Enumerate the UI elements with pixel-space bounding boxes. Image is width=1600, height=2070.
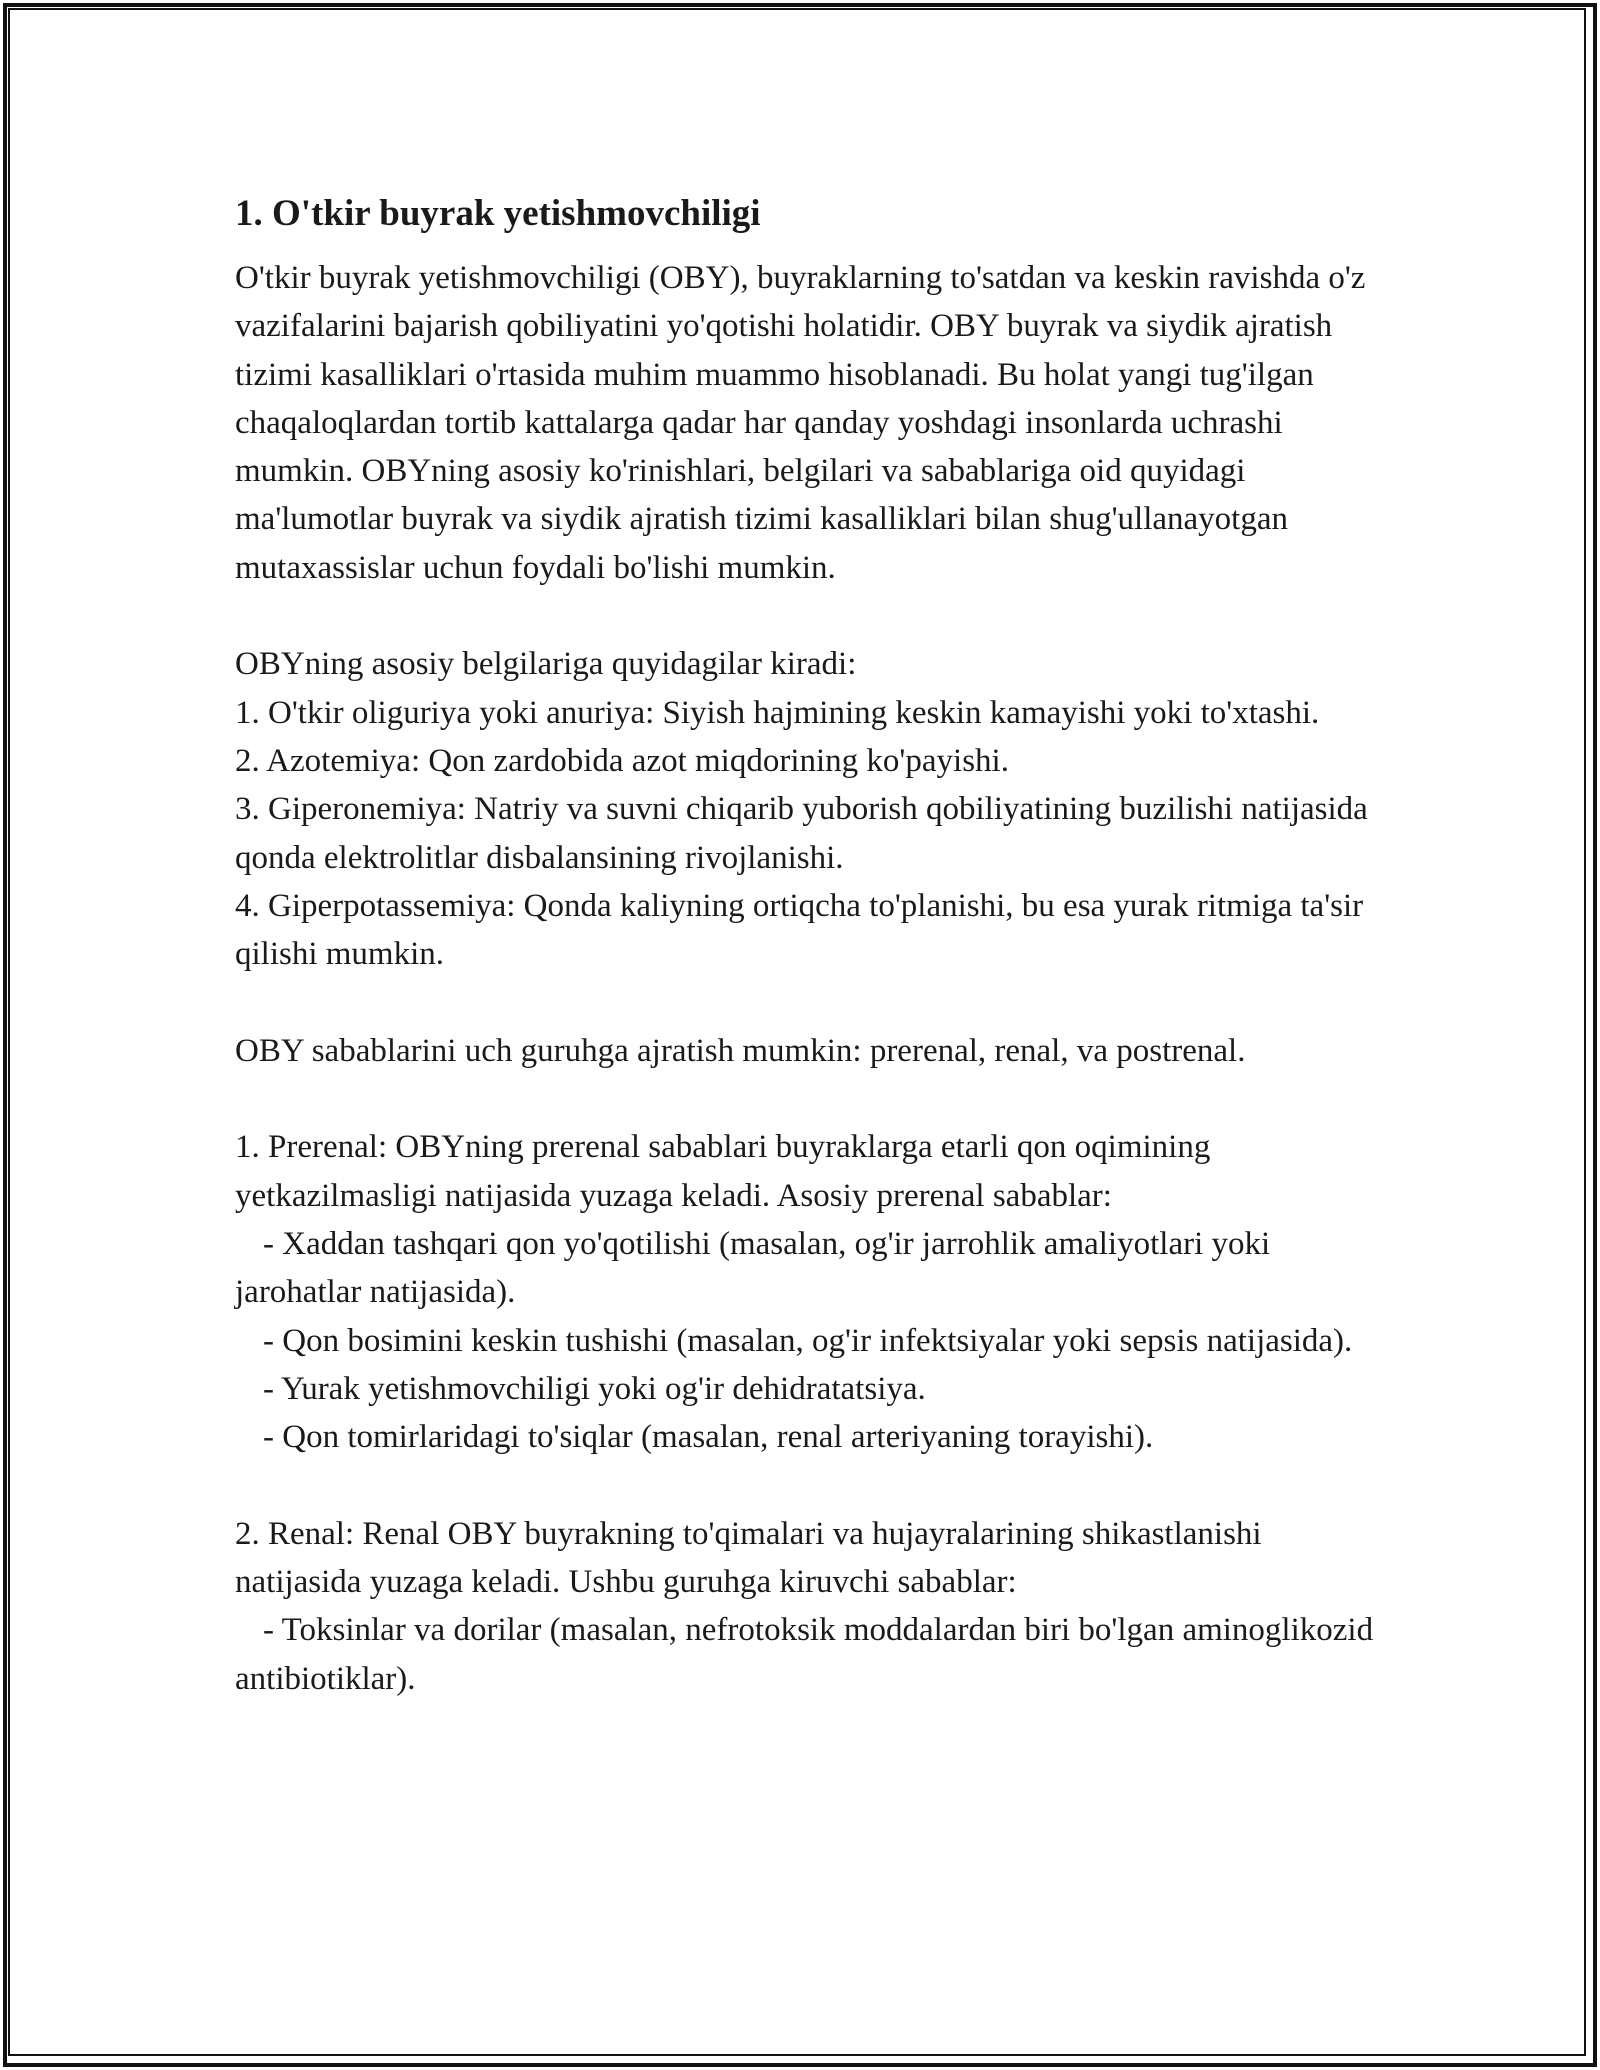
document-title: 1. O'tkir buyrak yetishmovchiligi xyxy=(235,193,761,234)
document-body xyxy=(235,254,1385,1703)
paragraph-spacer xyxy=(235,1461,1385,1509)
renal-heading: 2. Renal: Renal OBY buyrakning to'qimalari va hujayralarining shikastlanishi natijasida yuzaga keladi. Ushbu guruhga kiruvchi sabablar: xyxy=(235,1515,1262,1601)
prerenal-item: - Yurak yetishmovchiligi yoki og'ir dehidratatsiya. xyxy=(263,1370,926,1407)
paragraph-spacer xyxy=(235,592,1385,640)
paragraph-spacer xyxy=(235,978,1385,1026)
sign-item: 1. O'tkir oliguriya yoki anuriya: Siyish hajmining keskin kamayishi yoki to'xtashi. xyxy=(235,694,1320,731)
sign-item: 4. Giperpotassemiya: Qonda kaliyning ortiqcha to'planishi, bu esa yurak ritmiga ta'sir qilishi mumkin. xyxy=(235,887,1364,973)
sign-item: 3. Giperonemiya: Natriy va suvni chiqarib yuborish qobiliyatining buzilishi natijasida qonda elektrolitlar disbalansining rivojlanishi. xyxy=(235,791,1368,876)
prerenal-heading: 1. Prerenal: OBYning prerenal sabablari buyraklarga etarli qon oqimining yetkazilmasligi natijasida yuzaga keladi. Asosiy prerenal sabablar: xyxy=(235,1129,1211,1214)
prerenal-item: - Qon bosimini keskin tushishi (masalan, og'ir infektsiyalar yoki sepsis natijasida). xyxy=(263,1322,1353,1359)
document-page xyxy=(235,186,1385,1703)
intro-paragraph: O'tkir buyrak yetishmovchiligi (OBY), buyraklarning to'satdan va keskin ravishda o'z vazifalarini bajarish qobiliyatini yo'qotishi holatidir. OBY buyrak va siydik ajratish tizimi kasalliklari o'rtasida muhim muammo hisoblanadi. Bu holat yangi tug'ilgan chaqaloqlardan tortib kattalarga qadar har qanday yoshdagi insonlarda uchrashi mumkin. OBYning asosiy ko'rinishlari, belgilari va sabablariga oid quyidagi ma'lumotlar buyrak va siydik ajratish tizimi kasalliklari bilan shug'ullanayotgan mutaxassislar uchun foydali bo'lishi mumkin. xyxy=(235,260,1366,586)
signs-heading: OBYning asosiy belgilariga quyidagilar kiradi: xyxy=(235,646,857,683)
renal-item: - Toksinlar va dorilar (masalan, nefrotoksik moddalardan biri bo'lgan aminoglikozid antibiotiklar). xyxy=(235,1612,1374,1697)
sign-item: 2. Azotemiya: Qon zardobida azot miqdorining ko'payishi. xyxy=(235,742,1009,779)
prerenal-item: - Qon tomirlaridagi to'siqlar (masalan, renal arteriyaning torayishi). xyxy=(263,1419,1154,1456)
paragraph-spacer xyxy=(235,1075,1385,1123)
prerenal-item: - Xaddan tashqari qon yo'qotilishi (masalan, og'ir jarrohlik amaliyotlari yoki jarohatlar natijasida). xyxy=(235,1225,1271,1311)
causes-intro: OBY sabablarini uch guruhga ajratish mumkin: prerenal, renal, va postrenal. xyxy=(235,1032,1246,1069)
